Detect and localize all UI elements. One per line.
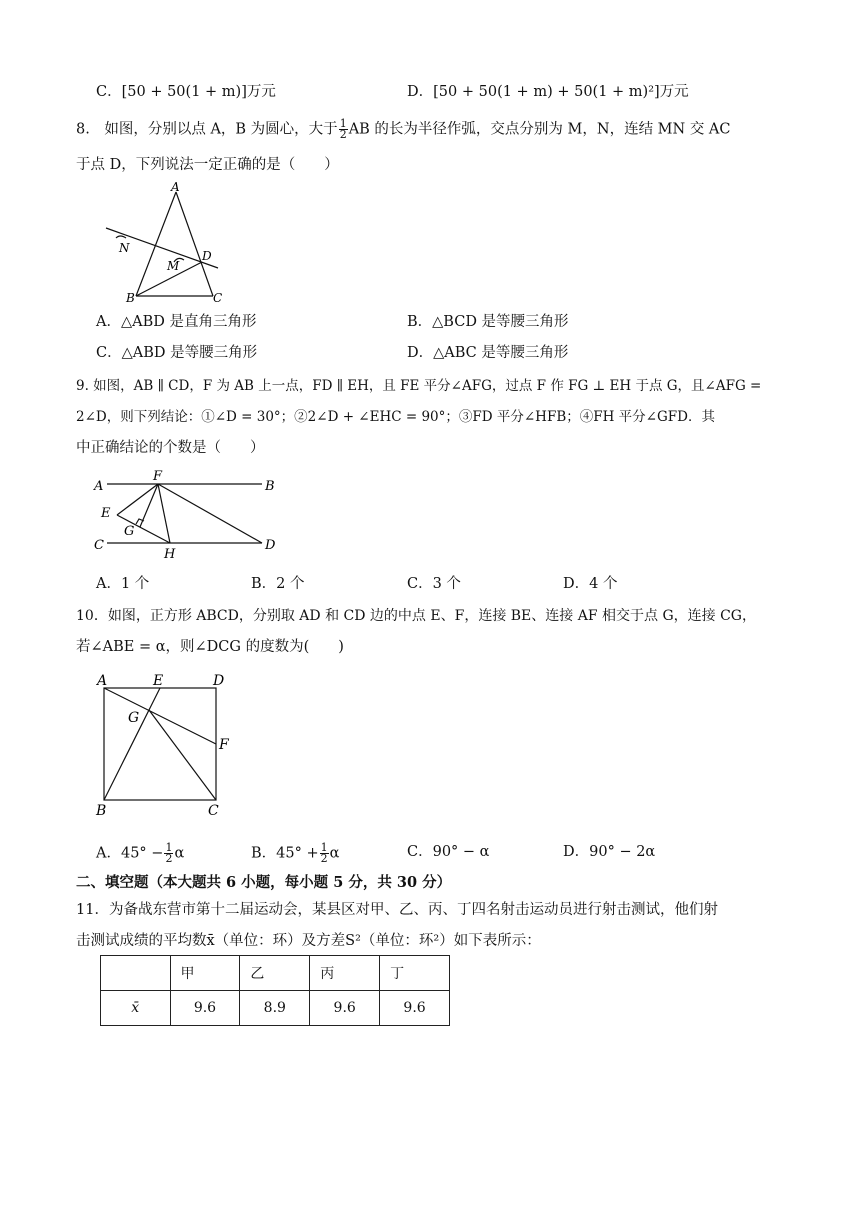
q10-segment-cg — [149, 710, 216, 800]
q10-option-b-num: 1 — [320, 841, 328, 854]
q8-stem-line2: 于点 D，下列说法一定正确的是（ ） — [76, 157, 339, 173]
table-cell: 8.9 — [240, 991, 310, 1026]
q10-option-a-label: A． — [96, 845, 121, 862]
q8-label-c: C — [213, 291, 223, 305]
q10-option-a — [96, 843, 184, 864]
q10-figure — [90, 670, 240, 820]
q9-label-c: C — [94, 538, 104, 553]
q10-option-d — [563, 843, 655, 861]
table-header-cell: 乙 — [240, 956, 310, 991]
table-header-row — [101, 956, 450, 991]
q7-option-d-expr: [50 + 50(1 + m) + 50(1 + m)²]万元 — [433, 84, 689, 100]
q8-frac-den: 2 — [339, 128, 347, 141]
q9-option-a: A．1 个 — [96, 576, 150, 592]
q10-label-g: G — [128, 710, 140, 726]
q10-option-a-den: 2 — [165, 852, 173, 865]
q9-option-d: D．4 个 — [563, 576, 618, 592]
q9-label-b: B — [265, 479, 275, 494]
q11-score-table — [100, 955, 450, 1026]
q10-label-d: D — [213, 673, 225, 689]
table-header-cell: 丁 — [380, 956, 450, 991]
q10-option-b-post: α — [329, 845, 340, 862]
q9-label-h: H — [164, 547, 176, 562]
q9-stem-line1: 9. 如图，AB ∥ CD，F 为 AB 上一点，FD ∥ EH，且 FE 平分∠AFG，过点 F 作 FG ⊥ EH 于点 G，且∠AFG = — [76, 378, 762, 394]
q10-label-f: F — [219, 737, 229, 753]
q8-label-m: M — [167, 259, 180, 273]
table-row — [101, 991, 450, 1026]
q10-option-b — [251, 843, 339, 864]
table-header-cell: 丙 — [310, 956, 380, 991]
q8-option-d: D．△ABC 是等腰三角形 — [407, 345, 569, 361]
q8-frac-num: 1 — [339, 117, 347, 130]
q8-option-c: C．△ABD 是等腰三角形 — [96, 345, 258, 361]
q9-stem-line2: 2∠D，则下列结论：①∠D = 30°；②2∠D + ∠EHC = 90°；③FD 平分∠HFB；④FH 平分∠GFD．其 — [76, 409, 715, 425]
q10-option-b-pre: 45° + — [276, 845, 319, 862]
q10-stem-line2: 若∠ABE = α，则∠DCG 的度数为( ) — [76, 639, 344, 655]
q9-label-d: D — [265, 538, 276, 553]
q10-option-a-fraction — [164, 843, 173, 864]
q8-label-b: B — [126, 291, 135, 305]
q9-option-c: C．3 个 — [407, 576, 461, 592]
q10-option-d-label: D． — [563, 844, 590, 860]
q10-option-a-pre: 45° − — [120, 845, 164, 862]
q10-option-d-expr: 90° − 2α — [589, 844, 656, 860]
q7-option-d — [407, 83, 689, 101]
q9-label-f: F — [153, 469, 163, 484]
q9-option-b: B．2 个 — [251, 576, 305, 592]
q7-option-d-label: D． — [407, 84, 434, 100]
q10-stem-line1: 10．如图，正方形 ABCD，分别取 AD 和 CD 边的中点 E、F，连接 BE、连接 AF 相交于点 G，连接 CG， — [76, 608, 756, 624]
q9-stem-line3: 中正确结论的个数是（ ） — [76, 440, 265, 456]
q11-stem-line1: 11．为备战东营市第十二届运动会，某县区对甲、乙、丙、丁四名射击运动员进行射击测试，他们射 — [76, 902, 718, 918]
table-row-label: x̄ — [101, 991, 171, 1026]
q8-label-a: A — [171, 180, 180, 194]
q10-option-b-label: B． — [251, 845, 277, 862]
q8-half-fraction — [339, 119, 348, 140]
q7-option-c — [96, 83, 276, 101]
q8-arc-n — [116, 236, 126, 238]
q10-segment-be — [104, 688, 160, 800]
q9-figure — [90, 466, 290, 564]
q7-option-c-label: C． — [96, 84, 122, 100]
q9-label-e: E — [101, 506, 111, 521]
q10-option-b-fraction — [320, 843, 329, 864]
table-cell: 9.6 — [310, 991, 380, 1026]
q10-option-a-num: 1 — [165, 841, 173, 854]
q10-label-e: E — [153, 673, 164, 689]
q8-stem-a: 8. 如图，分别以点 A，B 为圆心，大于 — [76, 121, 338, 138]
q8-stem-line1 — [76, 119, 731, 140]
q10-label-a: A — [97, 673, 108, 689]
q8-figure — [98, 180, 238, 308]
q9-segment-fd — [158, 484, 262, 543]
q10-option-a-post: α — [174, 845, 185, 862]
q8-option-a: A．△ABD 是直角三角形 — [96, 314, 257, 330]
q10-label-c: C — [208, 803, 219, 819]
q10-label-b: B — [96, 803, 107, 819]
section-heading-fill-in: 二、填空题（本大题共 6 小题，每小题 5 分，共 30 分） — [76, 874, 452, 891]
q10-option-c-label: C． — [407, 844, 433, 860]
q10-option-b-den: 2 — [320, 852, 328, 865]
table-header-cell — [101, 956, 171, 991]
q8-label-d: D — [202, 249, 212, 263]
q8-segment-ac — [176, 192, 213, 296]
q8-segment-ab — [136, 192, 176, 296]
q9-label-g: G — [124, 524, 135, 539]
q11-stem-line2: 击测试成绩的平均数x̄（单位：环）及方差S²（单位：环²）如下表所示： — [76, 933, 541, 949]
q8-option-b: B．△BCD 是等腰三角形 — [407, 314, 569, 330]
q8-stem-b: AB 的长为半径作弧，交点分别为 M，N，连结 MN 交 AC — [348, 121, 731, 138]
table-cell: 9.6 — [380, 991, 450, 1026]
q8-label-n: N — [119, 241, 130, 255]
q9-segment-fh — [158, 484, 170, 543]
table-cell: 9.6 — [170, 991, 240, 1026]
q9-label-a: A — [94, 479, 104, 494]
q10-segment-af — [104, 688, 216, 744]
q10-option-c — [407, 843, 489, 861]
q7-option-c-expr: [50 + 50(1 + m)]万元 — [121, 84, 276, 100]
q10-square-abcd — [104, 688, 216, 800]
q10-option-c-expr: 90° − α — [432, 844, 490, 860]
table-header-cell: 甲 — [170, 956, 240, 991]
